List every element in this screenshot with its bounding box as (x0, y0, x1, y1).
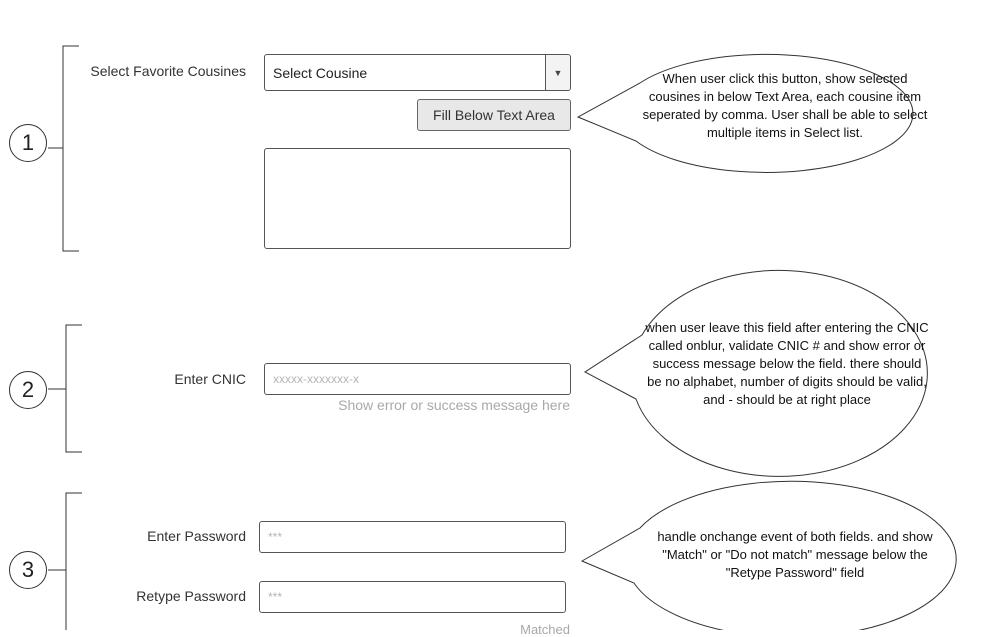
step-number: 3 (21, 557, 35, 582)
cnic-input[interactable] (264, 363, 571, 395)
password-match-status: Matched (520, 622, 570, 637)
cousine-select[interactable] (264, 54, 571, 91)
cnic-label: Enter CNIC (174, 371, 246, 387)
step-marker-2 (9, 371, 47, 409)
bracket-section-2 (48, 325, 82, 452)
retype-password-input[interactable] (259, 581, 566, 613)
password-input[interactable] (259, 521, 566, 553)
chevron-down-icon[interactable]: ▼ (545, 55, 570, 90)
callout-note-3: handle onchange event of both fields. and show "Match" or "Do not match" message below the "Retype Password" field (657, 529, 933, 580)
step-marker-3 (9, 551, 47, 589)
password-input-placeholder: *** (268, 530, 283, 544)
callout-note-2: when user leave this field after entering the CNIC called onblur, validate CNIC # and show error or success message below the field. there should be no alphabet, number of digits should be valid, and - should be at right place (645, 320, 929, 407)
cnic-input-placeholder: xxxxx-xxxxxxx-x (273, 372, 359, 386)
retype-password-input-placeholder: *** (268, 590, 283, 604)
cousines-label: Select Favorite Cousines (90, 63, 246, 79)
fill-text-area-button[interactable] (417, 99, 571, 131)
cousines-textarea[interactable] (264, 148, 571, 249)
callout-note-1: When user click this button, show selected cousines in below Text Area, each cousine item seperated by comma. User shall be able to select multiple items in Select list. (642, 71, 928, 140)
bracket-section-3 (48, 493, 82, 630)
step-marker-1 (9, 124, 47, 162)
cnic-validation-message: Show error or success message here (338, 397, 570, 413)
step-number: 2 (21, 377, 35, 402)
password-label: Enter Password (147, 528, 246, 544)
bracket-section-1 (48, 46, 79, 251)
step-number: 1 (21, 130, 35, 155)
retype-password-label: Retype Password (136, 588, 246, 604)
fill-text-area-button-label: Fill Below Text Area (433, 107, 555, 123)
cousine-select-value: Select Cousine (273, 64, 368, 81)
